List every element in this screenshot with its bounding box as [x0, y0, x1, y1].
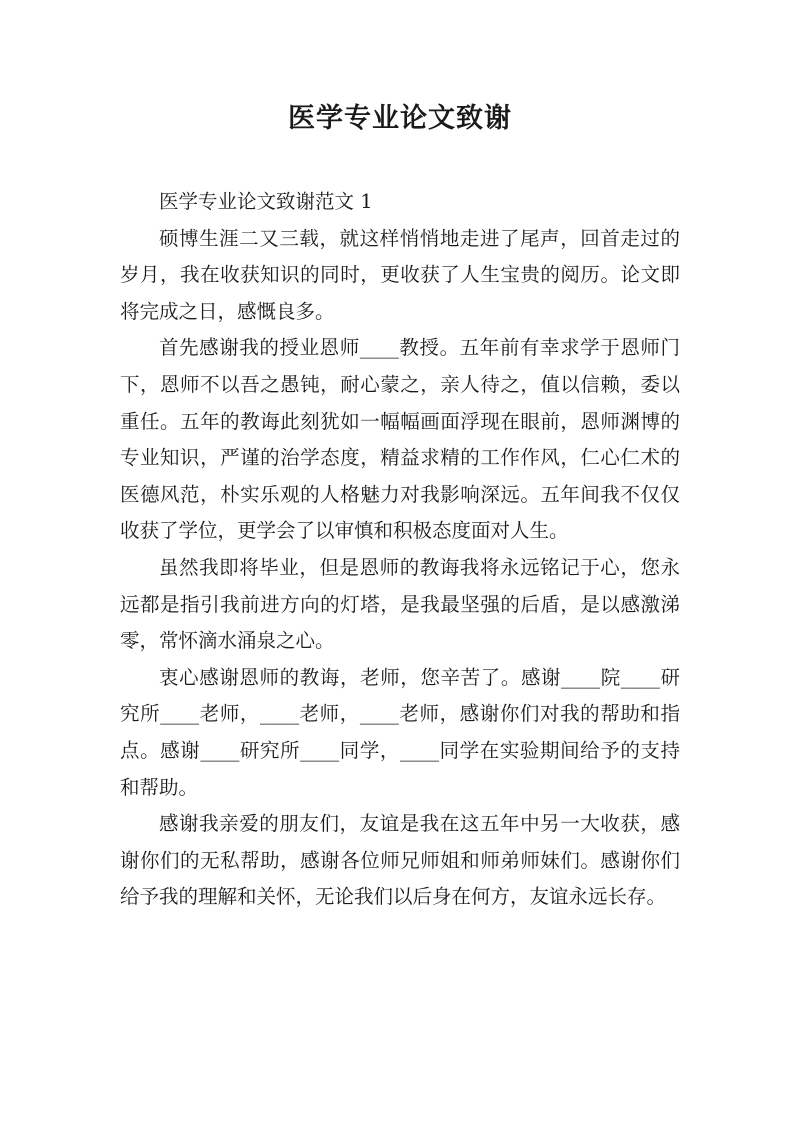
paragraph-thanks-friends: 感谢我亲爱的朋友们，友谊是我在这五年中另一大收获，感谢你们的无私帮助，感谢各位师兄师姐和师弟师妹们。感谢你们给予我的理解和关怀，无论我们以后身在何方，友谊永远长存。	[120, 812, 680, 909]
paragraph-remember-teachings: 虽然我即将毕业，但是恩师的教诲我将永远铭记于心，您永远都是指引我前进方向的灯塔，是我最坚强的后盾，是以感激涕零，常怀滴水涌泉之心。	[120, 555, 680, 653]
paragraph-intro: 硕博生涯二又三载，就这样悄悄地走进了尾声，回首走过的岁月，我在收获知识的同时，更收获了人生宝贵的阅历。论文即将完成之日，感慨良多。	[120, 226, 680, 323]
paragraph-thanks-advisor: 首先感谢我的授业恩师____教授。五年前有幸求学于恩师门下，恩师不以吾之愚钝，耐心蒙之，亲人待之，值以信赖，委以重任。五年的教诲此刻犹如一幅幅画面浮现在眼前，恩师渊博的专业知识，严谨的治学态度，精益求精的工作作风，仁心仁术的医德风范，朴实乐观的人格魅力对我影响深远。五年间我不仅仅收获了学位，更学会了以审慎和积极态度面对人生。	[120, 336, 680, 543]
document-body	[120, 184, 680, 916]
section-heading: 医学专业论文致谢范文 1	[159, 190, 373, 213]
page-title: 医学专业论文致谢	[288, 103, 512, 134]
paragraph-thanks-teachers: 衷心感谢恩师的教诲，老师，您辛苦了。感谢____院____研究所____老师，____老师，____老师，感谢你们对我的帮助和指点。感谢____研究所____同学，____同学在实验期间给予的支持和帮助。	[120, 665, 680, 799]
